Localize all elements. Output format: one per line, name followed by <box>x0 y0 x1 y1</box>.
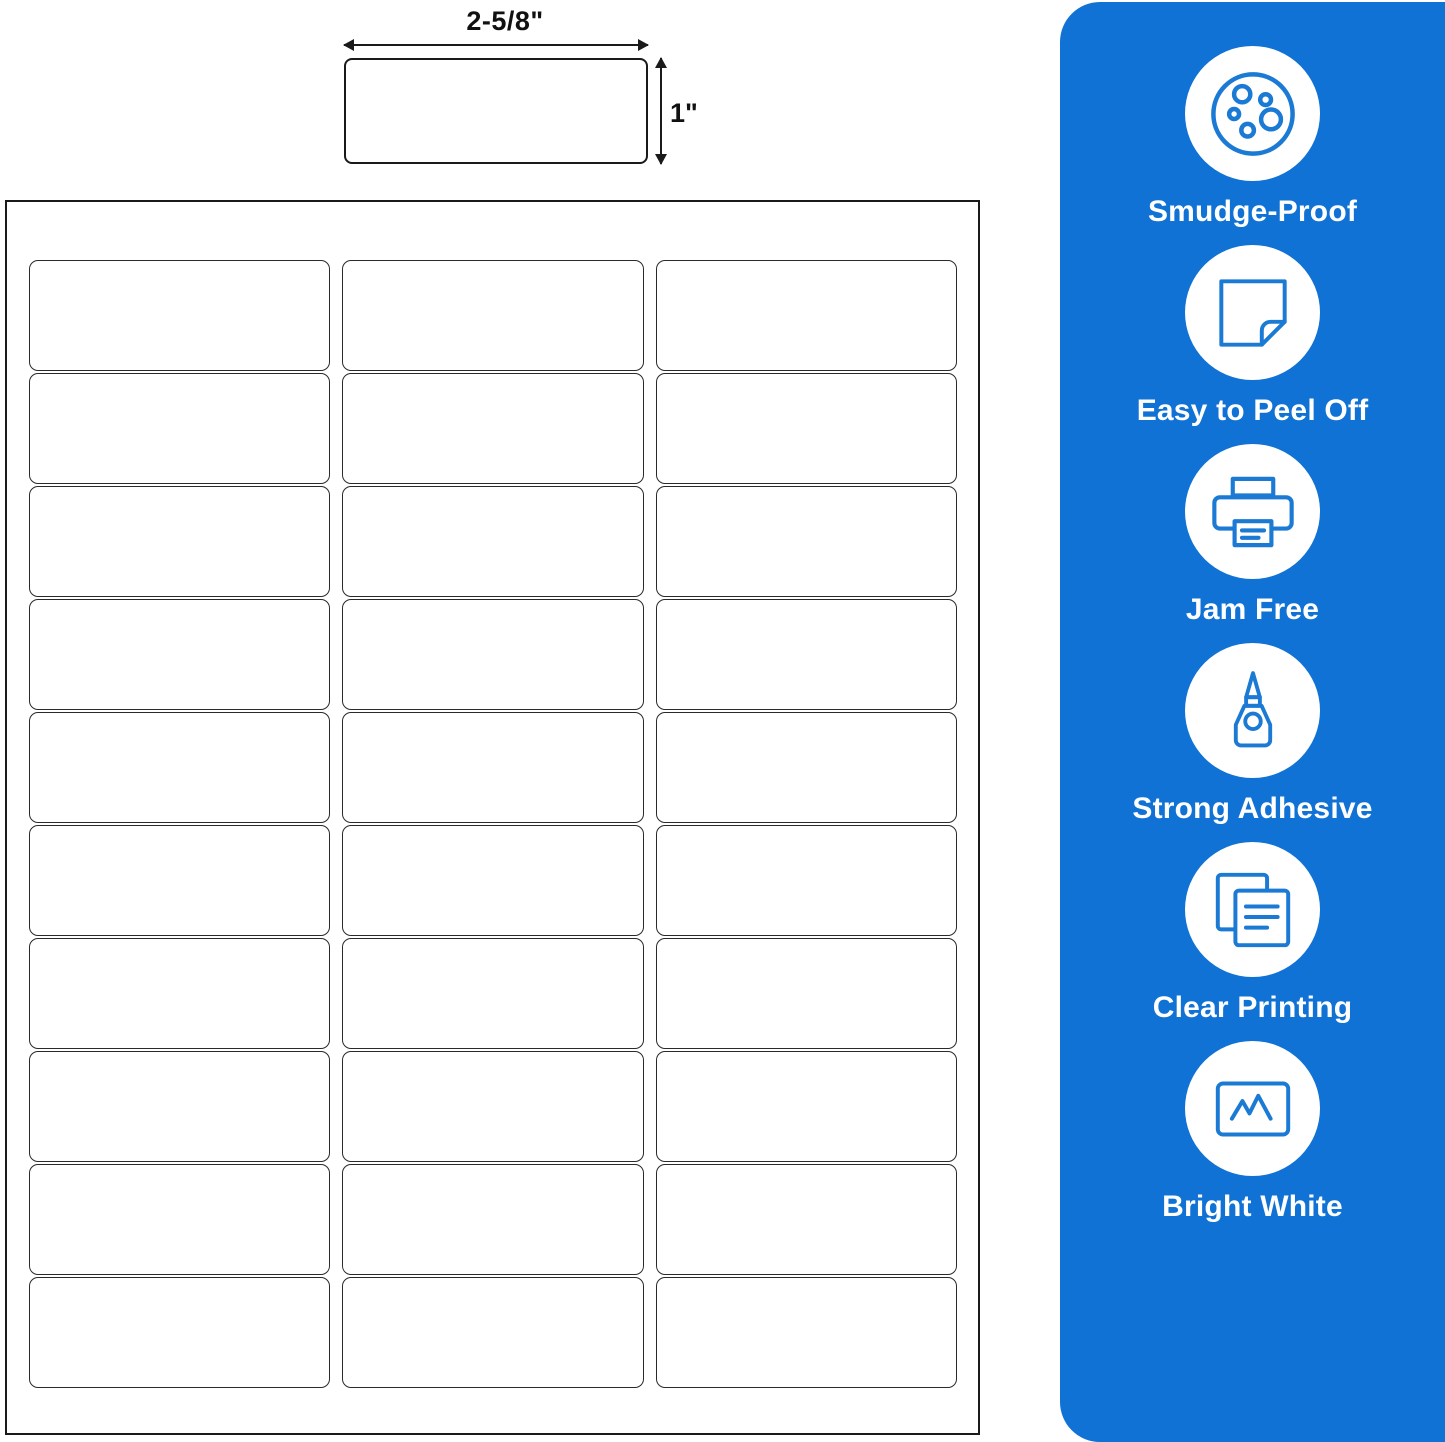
feature-label: Strong Adhesive <box>1132 792 1373 825</box>
label-cell <box>29 373 330 484</box>
label-cell <box>29 599 330 710</box>
label-cell <box>342 712 643 823</box>
label-cell <box>342 1164 643 1275</box>
label-cell <box>342 486 643 597</box>
height-arrow-icon <box>660 58 662 164</box>
label-cell <box>29 1164 330 1275</box>
label-cell <box>29 1277 330 1388</box>
feature-label: Bright White <box>1162 1190 1343 1223</box>
label-sheet <box>5 200 980 1435</box>
feature-item <box>1060 245 1445 428</box>
label-cell <box>656 486 957 597</box>
label-cell <box>656 938 957 1049</box>
label-cell <box>656 1277 957 1388</box>
label-cell <box>656 260 957 371</box>
label-grid <box>29 260 957 1388</box>
peel-corner-icon <box>1185 245 1320 380</box>
feature-item <box>1060 444 1445 627</box>
label-cell <box>29 1051 330 1162</box>
dimension-callout <box>330 6 700 186</box>
label-cell <box>29 825 330 936</box>
feature-label: Easy to Peel Off <box>1136 394 1369 427</box>
label-cell <box>29 486 330 597</box>
feature-item <box>1060 46 1445 229</box>
feature-item <box>1060 643 1445 826</box>
documents-icon <box>1185 842 1320 977</box>
sample-label-outline <box>344 58 648 164</box>
label-cell <box>656 373 957 484</box>
label-cell <box>342 599 643 710</box>
label-cell <box>342 938 643 1049</box>
label-cell <box>342 1277 643 1388</box>
label-cell <box>342 260 643 371</box>
printer-icon <box>1185 444 1320 579</box>
label-cell <box>342 373 643 484</box>
label-cell <box>29 712 330 823</box>
label-cell <box>342 825 643 936</box>
label-cell <box>656 712 957 823</box>
feature-rail <box>1060 2 1445 1442</box>
label-cell <box>29 938 330 1049</box>
glue-bottle-icon <box>1185 643 1320 778</box>
ink-dots-icon <box>1185 46 1320 181</box>
label-cell <box>656 1164 957 1275</box>
feature-item <box>1060 842 1445 1025</box>
label-height-dimension: 1" <box>670 98 698 128</box>
feature-label: Smudge-Proof <box>1147 195 1358 228</box>
width-arrow-icon <box>344 44 648 46</box>
label-cell <box>656 1051 957 1162</box>
bright-white-icon <box>1185 1041 1320 1176</box>
label-cell <box>29 260 330 371</box>
label-cell <box>656 599 957 710</box>
label-cell <box>342 1051 643 1162</box>
label-width-dimension: 2-5/8" <box>466 6 544 36</box>
label-cell <box>656 825 957 936</box>
feature-label: Jam Free <box>1185 593 1320 626</box>
feature-item <box>1060 1041 1445 1224</box>
feature-label: Clear Printing <box>1152 991 1353 1024</box>
